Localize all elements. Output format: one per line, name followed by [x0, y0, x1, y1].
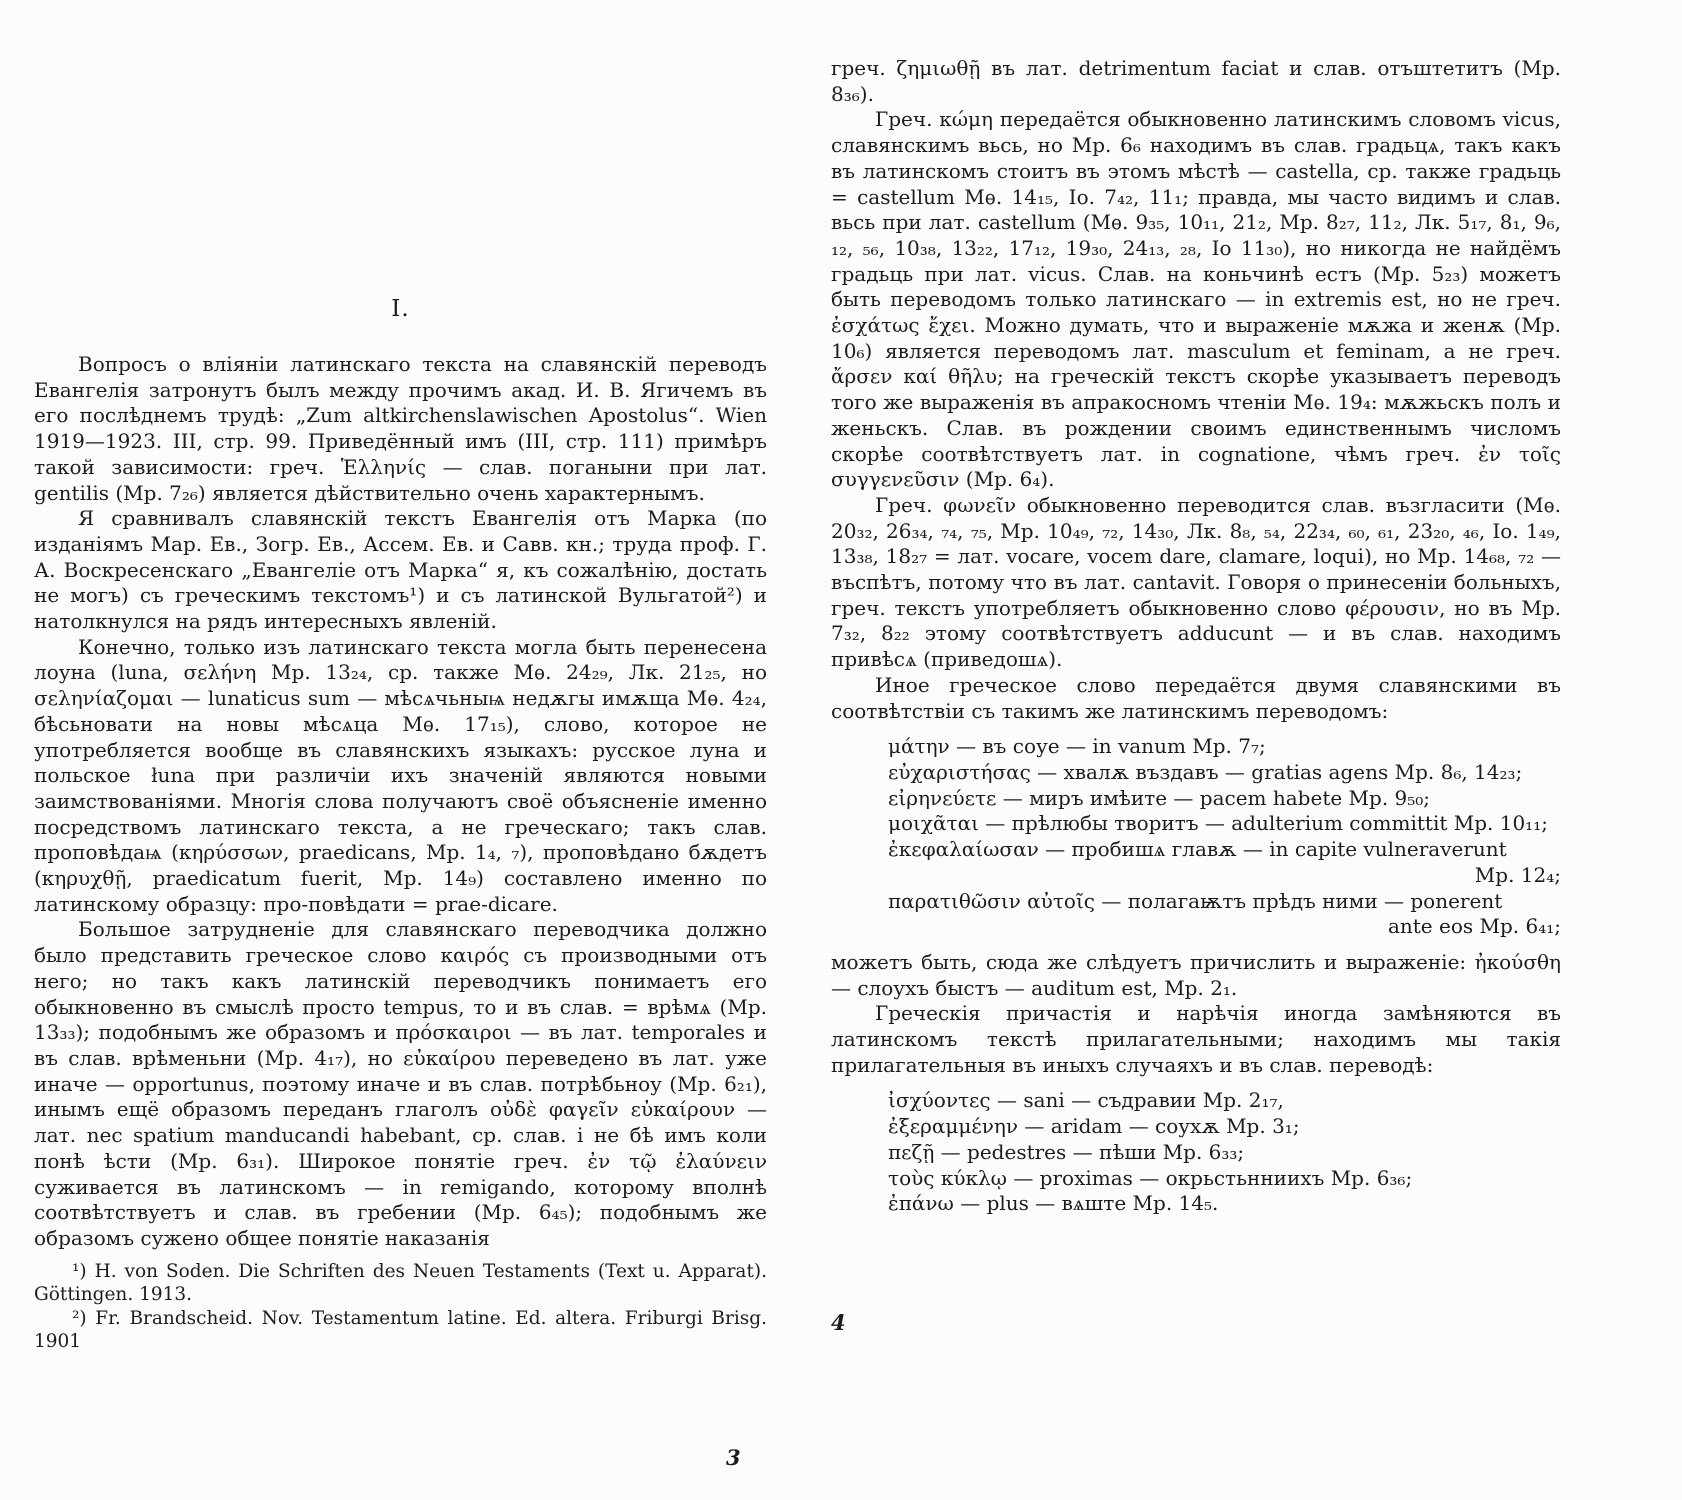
paragraph: Греч. φωνεῖν обыкновенно переводится слав. възгласити (Мѳ. 20₃₂, 26₃₄, ₇₄, ₇₅, Мр. 10₄₉, ₇₂, 14₃₀, Лк. 8₈, ₅₄, 22₃₄, ₆₀, ₆₁, 23₂₀, ₄₆, Іо. 1₄₉, 13₃₈, 18₂₇ = лат. vocare, vocem dare, clamare, loqui), но Мр. 14₆₈, ₇₂ — въспѣтъ, потому что въ лат. cantavit. Говоря о принесеніи больныхъ, греч. текстъ употребляетъ обыкновенно слово φέρουσιν, но въ Мр. 7₃₂, 8₂₂ этому соотвѣтствуетъ adducunt — и въ слав. находимъ привѣсѧ (приведошѧ).	[831, 492, 1561, 672]
example-line	[888, 760, 1561, 786]
example-line	[888, 786, 1561, 812]
paragraph-continuation: греч. ζημιωθῇ въ лат. detrimentum faciat и слав. отъштетитъ (Мр. 8₃₆).	[831, 56, 1561, 106]
example-text: πεζῇ — pedestres — пѣши Мр. 6₃₃;	[888, 1139, 1245, 1164]
example-text: παρατιθῶσιν αὐτοῖς — полагаѭтъ прѣдъ ними — ponerent	[888, 888, 1503, 913]
example-text: τοὺς κύκλῳ — proximas — окрьстьнниихъ Мр. 6₃₆;	[888, 1165, 1413, 1190]
example-text: ἰσχύοντες — sani — съдравии Мр. 2₁₇,	[888, 1088, 1284, 1113]
left-page	[34, 0, 767, 1354]
example-text: ἐπάνω — plus — вѧште Мр. 14₅.	[888, 1191, 1219, 1216]
paragraph: Большое затрудненіе для славянскаго переводчика должно было представить греческое слово καιρός съ производными отъ него; но такъ какъ латинскій переводчикъ понимаетъ его обыкновенно въ смыслѣ просто tempus, то и въ слав. = врѣмѧ (Мр. 13₃₃); подобнымъ же образомъ и πρόσκαιροι — въ лат. temporales и въ слав. врѣменьни (Мр. 4₁₇), но εὐκαίρου переведено въ лат. уже иначе — opportunus, поэтому иначе и въ слав. потрѣбьноу (Мр. 6₂₁), инымъ ещё образомъ переданъ глаголъ οὐδὲ φαγεῖν εὐκαίρουν — лат. nec spatium manducandi habebant, ср. слав. і не бѣ имъ коли понѣ ѣсти (Мр. 6₃₁). Широкое понятіе греч. ἐν τῷ ἐλαύνειν суживается въ латинскомъ — in remigando, которому вполнѣ соотвѣтствуетъ и слав. въ гребении (Мр. 6₄₅); подобнымъ же образомъ сужено общее понятіе наказанія	[34, 917, 767, 1250]
example-text: ἐξεραμμένην — aridam — соухѫ Мр. 3₁;	[888, 1114, 1300, 1139]
example-text: μοιχᾶται — прѣлюбы творитъ — adulterium committit Мр. 10₁₁;	[888, 811, 1548, 836]
example-line	[888, 1114, 1561, 1140]
example-line	[888, 1191, 1561, 1217]
example-line	[888, 1166, 1561, 1192]
examples-list-adjectives	[831, 1088, 1561, 1217]
paragraph: Я сравнивалъ славянскій текстъ Евангелія отъ Марка (по изданіямъ Мар. Ев., Зогр. Ев., Ассем. Ев. и Савв. кн.; труда проф. Г. А. Воскресенскаго „Евангеліе отъ Марка“ я, къ сожалѣнію, достать не могъ) съ греческимъ текстомъ¹) и съ латинской Вульгатой²) и натолкнулся на рядъ интересныхъ явленій.	[34, 506, 767, 634]
example-line	[888, 811, 1561, 837]
example-line	[888, 889, 1561, 940]
paragraph: Вопросъ о вліяніи латинскаго текста на славянскій переводъ Евангелія затронутъ былъ между прочимъ акад. И. В. Ягичемъ въ его послѣднемъ трудѣ: „Zum altkirchenslawischen Apostolus“. Wien 1919—1923. III, стр. 99. Приведённый имъ (III, стр. 111) примѣръ такой зависимости: греч. Ἑλληνίς — слав. поганыни при лат. gentilis (Мр. 7₂₆) является дѣйствительно очень характернымъ.	[34, 352, 767, 505]
example-line	[888, 734, 1561, 760]
example-text: μάτην — въ соуе — in vanum Мр. 7₇;	[888, 734, 1266, 759]
right-page	[831, 56, 1561, 1227]
footnote-1: ¹) H. von Soden. Die Schriften des Neuen Testaments (Text u. Apparat). Göttingen. 1913.	[34, 1260, 767, 1306]
paragraph: Греч. κώμη передаётся обыкновенно латинскимъ словомъ vicus, славянскимъ вьсь, но Мр. 6₆ находимъ въ слав. градьцѧ, такъ какъ въ латинскомъ стоитъ въ этомъ мѣстѣ — castella, ср. также градьць = castellum Мѳ. 14₁₅, Іо. 7₄₂, 11₁; правда, мы часто видимъ и слав. вьсь при лат. castellum (Мѳ. 9₃₅, 10₁₁, 21₂, Мр. 8₂₇, 11₂, Лк. 5₁₇, 8₁, 9₆, ₁₂, ₅₆, 10₃₈, 13₂₂, 17₁₂, 19₃₀, 24₁₃, ₂₈, Іо 11₃₀), но никогда не найдёмъ градьць при лат. vicus. Слав. на коньчинѣ естъ (Мр. 5₂₃) можетъ быть переводомъ только латинскаго — in extremis est, но не греч. ἐσχάτως ἔχει. Можно думать, что и выраженіе мѫжа и женѫ (Мр. 10₆) является переводомъ лат. masculum et feminam, а не греч. ἄρσεν καί θῆλυ; на греческій текстъ скорѣе указываетъ переводъ того же выраженія въ апракосномъ чтеніи Мѳ. 19₄: мѫжьскъ полъ и женьскъ. Слав. въ рождении своимъ единственнымъ числомъ скорѣе соотвѣтствуетъ лат. in cognatione, чѣмъ греч. ἐν τοῖς συγγενεῦσιν (Мр. 6₄).	[831, 107, 1561, 492]
paragraph-participles-intro: Греческія причастія и нарѣчія иногда замѣняются въ латинскомъ текстѣ прилагательными; находимъ мы такія прилагательныя въ иныхъ случаяхъ и въ слав. переводѣ:	[831, 1001, 1561, 1077]
examples-list-translations	[831, 734, 1561, 940]
paragraph-after-examples: можетъ быть, сюда же слѣдуетъ причислить и выраженіе: ἠκούσθη — слоухъ быстъ — auditum est, Мр. 2₁.	[831, 949, 1561, 1000]
paragraph-examples-intro: Иное греческое слово передаётся двумя славянскими въ соотвѣтствіи съ такимъ же латинскимъ переводомъ:	[831, 672, 1561, 723]
page-number-left: 3	[726, 1445, 741, 1470]
footnote-2: ²) Fr. Brandscheid. Nov. Testamentum latine. Ed. altera. Friburgi Brisg. 1901	[34, 1307, 767, 1353]
section-heading: I.	[391, 296, 410, 322]
example-line	[888, 1088, 1561, 1114]
example-text: εἰρηνεύετε — миръ имѣите — pacem habete Мр. 9₅₀;	[888, 785, 1431, 810]
example-text: εὐχαριστήσας — хвалѫ въздавъ — gratias agens Мр. 8₆, 14₂₃;	[888, 759, 1523, 784]
paragraph: Конечно, только изъ латинскаго текста могла быть перенесена лоуна (luna, σελήνη Мр. 13₂₄, ср. также Мѳ. 24₂₉, Лк. 21₂₅, но σεληνίαζομαι — lunaticus sum — мѣсѧчьныѩ недѫгы имѫща Мѳ. 4₂₄, бѣсьновати на новы мѣсѧца Мѳ. 17₁₅), слово, которое не употребляется вообще въ славянскихъ языкахъ: русское луна и польское łuna при различіи ихъ значеній являются новыми заимствованіями. Многія слова получаютъ своё объясненіе именно посредствомъ латинскаго текста, а не греческаго; такъ слав. проповѣдаѩ (κηρύσσων, praedicans, Мр. 1₄, ₇), проповѣдано бѫдетъ (κηρυχθῇ, praedicatum fuerit, Мр. 14₉) составлено именно по латинскому образцу: про-повѣдати = prae-dicare.	[34, 634, 767, 916]
example-line	[888, 1140, 1561, 1166]
example-text: ἐκεφαλαίωσαν — пробишѧ главѫ — in capite vulneraverunt	[888, 837, 1507, 862]
example-continuation: ante eos Мр. 6₄₁;	[1387, 914, 1561, 939]
footnotes	[34, 1260, 767, 1354]
page-number-right: 4	[831, 1310, 846, 1335]
example-continuation: Мр. 12₄;	[1474, 862, 1561, 887]
example-line	[888, 837, 1561, 888]
